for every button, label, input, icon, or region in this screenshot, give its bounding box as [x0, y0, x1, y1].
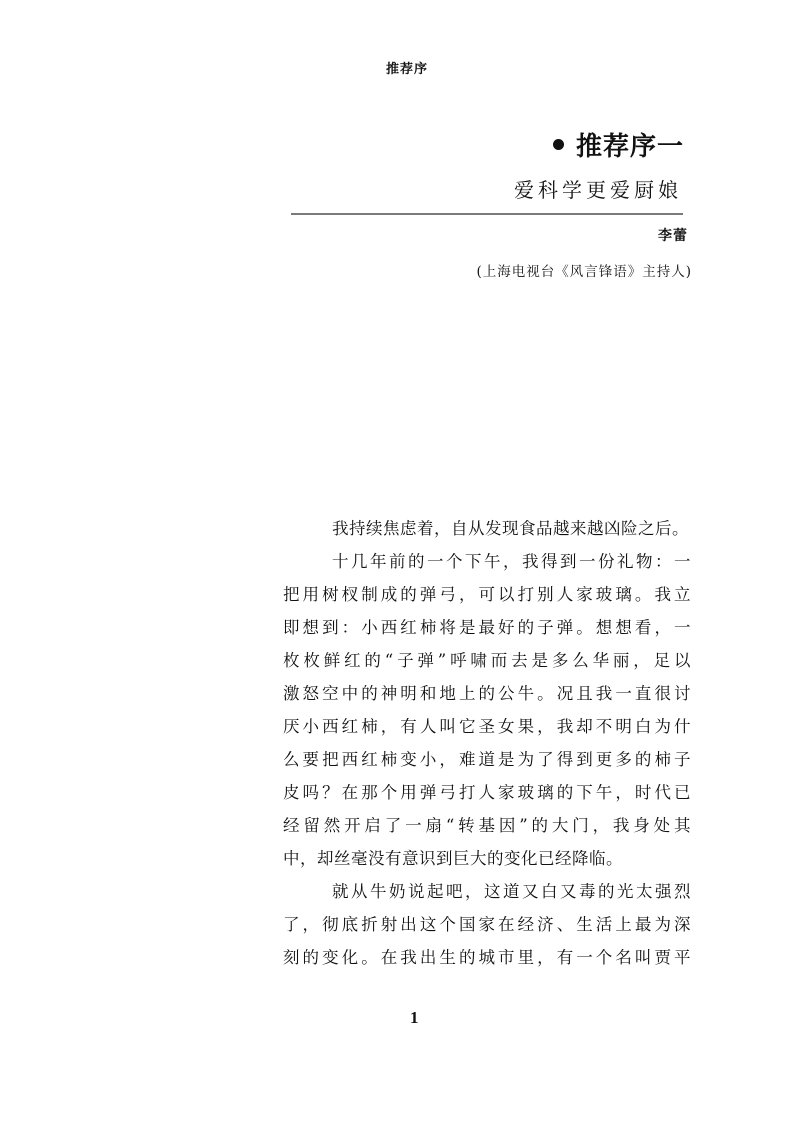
- page-number: 1: [410, 1008, 419, 1027]
- body-text: [283, 512, 691, 974]
- section-subtitle: 爱科学更爱厨娘: [514, 178, 682, 202]
- running-head: 推荐序: [386, 62, 429, 77]
- body-line: 经留然开启了一扇“转基因”的大门，我身处其: [283, 816, 691, 835]
- section-title-block: [553, 130, 684, 164]
- body-line: 么要把西红柿变小，难道是为了得到更多的柿子: [283, 750, 691, 769]
- body-line: 了，彻底折射出这个国家在经济、生活上最为深: [283, 915, 691, 934]
- body-line: 厌小西红柿，有人叫它圣女果，我却不明白为什: [283, 717, 691, 736]
- author-name: 李蕾: [658, 228, 688, 244]
- section-heading: 推荐序一: [575, 132, 684, 162]
- title-divider: [291, 213, 683, 215]
- body-line: 皮吗？在那个用弹弓打人家玻璃的下午，时代已: [283, 783, 691, 802]
- body-line: 激怒空中的神明和地上的公牛。况且我一直很讨: [283, 684, 691, 703]
- body-line: 刻的变化。在我出生的城市里，有一个名叫贾平: [283, 948, 691, 967]
- bullet-icon: [553, 139, 564, 150]
- body-line: 我持续焦虑着，自从发现食品越来越凶险之后。: [332, 519, 689, 538]
- author-affiliation: (上海电视台《风言锋语》主持人): [476, 264, 692, 280]
- body-line: 即想到：小西红柿将是最好的子弹。想想看，一: [283, 618, 691, 637]
- section-title: [553, 130, 684, 164]
- body-line: 把用树杈制成的弹弓，可以打别人家玻璃。我立: [283, 585, 691, 604]
- body-line: 枚枚鲜红的“子弹”呼啸而去是多么华丽，足以: [283, 651, 691, 670]
- body-line: 中，却丝毫没有意识到巨大的变化已经降临。: [283, 849, 623, 868]
- body-line: 就从牛奶说起吧，这道又白又毒的光太强烈: [332, 882, 691, 901]
- body-line: 十几年前的一个下午，我得到一份礼物：一: [332, 552, 691, 571]
